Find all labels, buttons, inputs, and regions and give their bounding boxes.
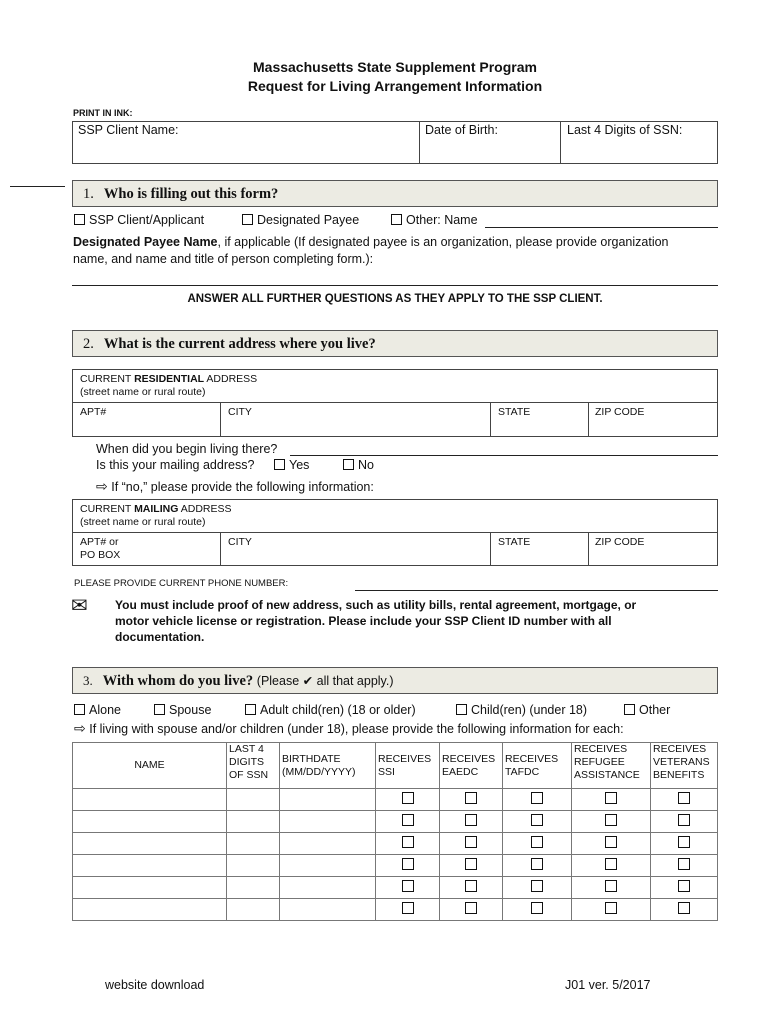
checkbox-icon[interactable] <box>74 704 85 715</box>
city-field[interactable]: CITY <box>228 406 252 418</box>
checkbox-refugee[interactable] <box>605 836 617 848</box>
mailing-address-field[interactable]: CURRENT MAILING ADDRESS (street name or rural route) <box>80 503 232 528</box>
option-alone[interactable]: Alone <box>74 703 121 717</box>
birthdate-cell[interactable] <box>280 899 376 921</box>
proof-notice: You must include proof of new address, such as utility bills, rental agreement, mortgage, or motor vehicle license or registration. Please include your SSP Client ID number with all documentation. <box>115 598 637 644</box>
tafdc-cell <box>503 789 572 811</box>
began-living-line[interactable] <box>290 455 718 456</box>
apt-field[interactable]: APT# <box>80 406 107 418</box>
checkbox-refugee[interactable] <box>605 902 617 914</box>
option-adult-children[interactable]: Adult child(ren) (18 or older) <box>245 703 416 717</box>
tafdc-cell <box>503 833 572 855</box>
mail-state-field[interactable]: STATE <box>498 536 531 548</box>
checkbox-veterans[interactable] <box>678 880 690 892</box>
ssn-cell[interactable] <box>227 899 280 921</box>
po-box-field[interactable]: APT# or PO BOX <box>80 536 121 561</box>
table-row <box>73 789 718 811</box>
option-ssp-client[interactable]: SSP Client/Applicant <box>74 213 204 227</box>
phone-label: PLEASE PROVIDE CURRENT PHONE NUMBER: <box>74 578 289 589</box>
mail-city-field[interactable]: CITY <box>228 536 252 548</box>
name-cell[interactable] <box>73 789 227 811</box>
state-field[interactable]: STATE <box>498 406 531 418</box>
refugee-cell <box>572 877 651 899</box>
checkbox-refugee[interactable] <box>605 858 617 870</box>
veterans-cell <box>651 811 718 833</box>
household-instruction: ⇨ If living with spouse and/or children (under 18), please provide the following information for each: <box>74 720 624 736</box>
checkbox-icon[interactable] <box>343 459 354 470</box>
checkbox-ssi[interactable] <box>402 814 414 826</box>
option-spouse[interactable]: Spouse <box>154 703 211 717</box>
refugee-cell <box>572 789 651 811</box>
checkbox-ssi[interactable] <box>402 858 414 870</box>
phone-line[interactable] <box>355 590 718 591</box>
option-designated-payee[interactable]: Designated Payee <box>242 213 359 227</box>
birthdate-cell[interactable] <box>280 833 376 855</box>
veterans-cell <box>651 855 718 877</box>
checkbox-icon[interactable] <box>456 704 467 715</box>
checkbox-eaedc[interactable] <box>465 902 477 914</box>
name-cell[interactable] <box>73 833 227 855</box>
ssn-cell[interactable] <box>227 789 280 811</box>
ssn-field[interactable]: Last 4 Digits of SSN: <box>567 123 683 137</box>
ssi-cell <box>376 811 440 833</box>
name-cell[interactable] <box>73 877 227 899</box>
zip-field[interactable]: ZIP CODE <box>595 406 645 418</box>
ssi-cell <box>376 833 440 855</box>
ssi-cell <box>376 789 440 811</box>
checkbox-icon[interactable] <box>242 214 253 225</box>
refugee-cell <box>572 833 651 855</box>
eaedc-cell <box>440 811 503 833</box>
tafdc-cell <box>503 899 572 921</box>
table-row <box>73 877 718 899</box>
checkbox-icon[interactable] <box>391 214 402 225</box>
refugee-cell <box>572 855 651 877</box>
table-row <box>73 811 718 833</box>
checkmark-icon: ✔ <box>302 674 314 688</box>
section3-header: 3. With whom do you live? (Please ✔ all that apply.) <box>72 667 718 694</box>
checkbox-tafdc[interactable] <box>531 902 543 914</box>
checkbox-eaedc[interactable] <box>465 814 477 826</box>
option-other-household[interactable]: Other <box>624 703 670 717</box>
header-tafdc: RECEIVES TAFDC <box>503 743 572 789</box>
checkbox-veterans[interactable] <box>678 836 690 848</box>
option-children[interactable]: Child(ren) (under 18) <box>456 703 587 717</box>
margin-mark <box>10 186 65 187</box>
checkbox-tafdc[interactable] <box>531 814 543 826</box>
payee-name-line[interactable] <box>72 285 718 286</box>
checkbox-ssi[interactable] <box>402 880 414 892</box>
header-veterans: RECEIVES VETERANS BENEFITS <box>651 743 718 789</box>
birthdate-cell[interactable] <box>280 811 376 833</box>
checkbox-ssi[interactable] <box>402 836 414 848</box>
checkbox-refugee[interactable] <box>605 880 617 892</box>
eaedc-cell <box>440 877 503 899</box>
tafdc-cell <box>503 877 572 899</box>
footer-left: website download <box>105 978 205 992</box>
checkbox-veterans[interactable] <box>678 902 690 914</box>
checkbox-refugee[interactable] <box>605 792 617 804</box>
section1-header: 1. Who is filling out this form? <box>72 180 718 207</box>
mail-zip-field[interactable]: ZIP CODE <box>595 536 645 548</box>
household-table <box>72 742 718 921</box>
checkbox-ssi[interactable] <box>402 902 414 914</box>
checkbox-eaedc[interactable] <box>465 836 477 848</box>
ssn-cell[interactable] <box>227 811 280 833</box>
eaedc-cell <box>440 899 503 921</box>
table-row <box>73 899 718 921</box>
header-refugee: RECEIVES REFUGEE ASSISTANCE <box>572 743 651 789</box>
table-row <box>73 833 718 855</box>
option-other[interactable]: Other: Name <box>391 213 478 227</box>
eaedc-cell <box>440 789 503 811</box>
notice-text: ANSWER ALL FURTHER QUESTIONS AS THEY APPLY TO THE SSP CLIENT. <box>187 293 603 305</box>
option-yes[interactable]: Yes <box>274 458 309 472</box>
name-cell[interactable] <box>73 811 227 833</box>
checkbox-eaedc[interactable] <box>465 858 477 870</box>
payee-name-instructions: Designated Payee Name, if applicable (If designated payee is an organization, please provide organization name, and name and title of person completing form.): <box>73 235 669 266</box>
print-in-ink-label: PRINT IN INK: <box>73 108 133 118</box>
eaedc-cell <box>440 855 503 877</box>
checkbox-tafdc[interactable] <box>531 792 543 804</box>
mailing-question: Is this your mailing address? <box>96 458 255 472</box>
option-no[interactable]: No <box>343 458 374 472</box>
ssi-cell <box>376 877 440 899</box>
veterans-cell <box>651 789 718 811</box>
birthdate-cell[interactable] <box>280 877 376 899</box>
ssn-cell[interactable] <box>227 877 280 899</box>
ssi-cell <box>376 899 440 921</box>
checkbox-tafdc[interactable] <box>531 858 543 870</box>
form-title-line1: Massachusetts State Supplement Program <box>253 59 537 75</box>
checkbox-veterans[interactable] <box>678 792 690 804</box>
began-living-label: When did you begin living there? <box>96 442 278 456</box>
if-no-instruction: ⇨ If “no,” please provide the following information: <box>96 478 374 494</box>
client-name-field[interactable]: SSP Client Name: <box>78 123 179 137</box>
checkbox-tafdc[interactable] <box>531 880 543 892</box>
eaedc-cell <box>440 833 503 855</box>
header-ssi: RECEIVES SSI <box>376 743 440 789</box>
dob-field[interactable]: Date of Birth: <box>425 123 498 137</box>
ssn-cell[interactable] <box>227 855 280 877</box>
residential-address-field[interactable]: CURRENT RESIDENTIAL ADDRESS (street name or rural route) <box>80 373 258 398</box>
arrow-right-icon: ⇨ <box>74 720 86 736</box>
checkbox-veterans[interactable] <box>678 814 690 826</box>
checkbox-eaedc[interactable] <box>465 792 477 804</box>
header-birthdate: BIRTHDATE (MM/DD/YYYY) <box>280 743 376 789</box>
ssi-cell <box>376 855 440 877</box>
other-name-line[interactable] <box>485 227 718 228</box>
refugee-cell <box>572 811 651 833</box>
checkbox-icon[interactable] <box>624 704 635 715</box>
envelope-icon: ✉ <box>71 595 88 617</box>
checkbox-tafdc[interactable] <box>531 836 543 848</box>
arrow-right-icon: ⇨ <box>96 478 108 494</box>
checkbox-icon[interactable] <box>274 459 285 470</box>
checkbox-refugee[interactable] <box>605 814 617 826</box>
header-ssn: LAST 4 DIGITS OF SSN <box>227 743 280 789</box>
form-title-line2: Request for Living Arrangement Information <box>247 78 543 94</box>
name-cell[interactable] <box>73 899 227 921</box>
section2-header: 2. What is the current address where you live? <box>72 330 718 357</box>
header-name: NAME <box>73 743 227 789</box>
ssn-cell[interactable] <box>227 833 280 855</box>
veterans-cell <box>651 833 718 855</box>
checkbox-icon[interactable] <box>245 704 256 715</box>
birthdate-cell[interactable] <box>280 855 376 877</box>
checkbox-icon[interactable] <box>74 214 85 225</box>
footer-version: J01 ver. 5/2017 <box>565 978 651 992</box>
table-row <box>73 855 718 877</box>
header-eaedc: RECEIVES EAEDC <box>440 743 503 789</box>
checkbox-ssi[interactable] <box>402 792 414 804</box>
refugee-cell <box>572 899 651 921</box>
name-cell[interactable] <box>73 855 227 877</box>
veterans-cell <box>651 877 718 899</box>
checkbox-icon[interactable] <box>154 704 165 715</box>
tafdc-cell <box>503 855 572 877</box>
checkbox-eaedc[interactable] <box>465 880 477 892</box>
veterans-cell <box>651 899 718 921</box>
checkbox-veterans[interactable] <box>678 858 690 870</box>
tafdc-cell <box>503 811 572 833</box>
birthdate-cell[interactable] <box>280 789 376 811</box>
